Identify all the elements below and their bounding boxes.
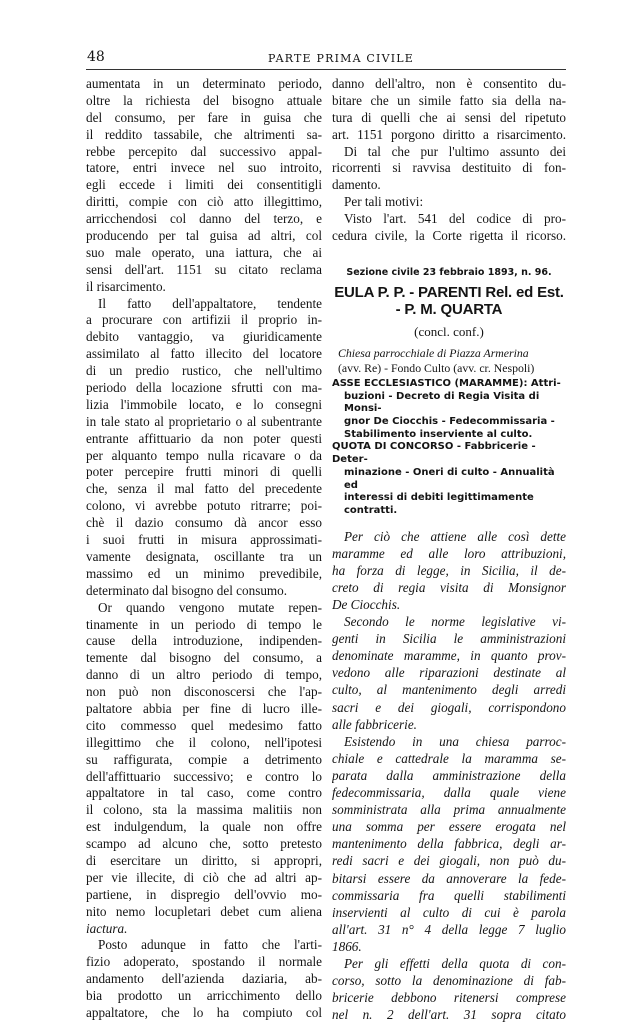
text-line: commissaria fra quelli stabilimenti <box>332 887 566 903</box>
text-line: fizio adoperato, spostando il normale <box>86 954 322 970</box>
text-line: appaltatore, che lo ha compiuto col <box>86 1004 322 1020</box>
text-line: redi sacri e dei giogali, non può du- <box>332 853 566 869</box>
text-line: poter percepire frutti minori di quelli <box>86 464 322 480</box>
running-title: PARTE PRIMA CIVILE <box>268 52 415 65</box>
text-line: tura di quelli che ai sensi del ripetuto <box>332 109 566 125</box>
page-number: 48 <box>87 49 105 65</box>
text-line: cedura civile, la Corte rigetta il ricorso. <box>332 228 566 244</box>
text-line: alle fabbricerie. <box>332 716 417 732</box>
text-line: assimilato al fatto illecito del locatore <box>86 346 322 362</box>
text-line: in tale stato al proprietario o al subentrante <box>86 413 322 429</box>
text-line: art. 1151 porgono diritto a risarcimento. <box>332 126 566 142</box>
text-line: est indulgendum, la quale non offre <box>86 819 322 835</box>
text-line: entrante affittuario da non poter questi <box>86 430 322 446</box>
text-line: Per ciò che attiene alle così dette <box>344 528 566 544</box>
text-line: cause della introduzione, indipenden- <box>86 633 322 649</box>
text-line: culto, al mantenimento degli arredi <box>332 682 566 698</box>
text-line: scampo ad alcuno che, sotto pretesto <box>86 836 322 852</box>
text-line: tinamente in un periodo di tempo le <box>86 616 322 632</box>
summary-line: gnor De Ciocchis - Fedecommissaria - <box>344 416 555 428</box>
litigants-counsel: (avv. Re) - Fondo Culto (avv. cr. Nespoli) <box>338 360 535 375</box>
text-line: nito nemo locupletari debet cum aliena <box>86 903 322 919</box>
text-line: De Ciocchis. <box>332 597 401 613</box>
text-line: per vie illecite, di ciò che ad altri ap- <box>86 869 322 885</box>
text-line: Or quando vengono mutate repen- <box>98 599 322 615</box>
text-line: all'art. 31 n° 4 della legge 7 luglio <box>332 921 566 937</box>
text-line: denominate maramme, in quanto prov- <box>332 648 566 664</box>
text-line: arricchendosi col danno del terzo, e <box>86 211 322 227</box>
header-rule <box>86 69 566 70</box>
text-line: lizia l'immobile locato, e lo consegni <box>86 396 322 412</box>
left-column <box>86 76 322 1022</box>
text-line: massimo ed un minimo prevedibile, <box>86 565 322 581</box>
text-line: oltre la richiesta del bisogno attuale <box>86 92 322 108</box>
text-line: una somma per essere erogata nel <box>332 819 566 835</box>
text-line: danno di un altro periodo di tempo, <box>86 667 322 683</box>
text-line: i suoi frutti in misura approssimati- <box>86 532 322 548</box>
text-line: genti in Sicilia le amministrazioni <box>332 631 566 647</box>
text-line: creto di regia visita di Monsignor <box>332 579 566 595</box>
text-line: del consumo, per fare in guisa che <box>86 109 322 125</box>
text-line: nel n. 2 dell'art. 31 sopra citato <box>332 1007 566 1023</box>
text-line: 1866. <box>332 938 362 954</box>
text-line: suo male operato, una iattura, che ai <box>86 244 322 260</box>
text-line: chè il dazio consumo dà ancor esso <box>86 515 322 531</box>
text-line: appaltatore in tal caso, come contro <box>86 785 322 801</box>
litigants-line: Chiesa parrocchiale di Piazza Armerina <box>338 345 529 360</box>
text-line: Per gli effetti della quota di con- <box>344 955 566 971</box>
text-line: aumentata in un determinato periodo, <box>86 76 322 91</box>
right-column-top <box>332 76 566 245</box>
text-line: ricorrenti si ravvisa destituito di fon- <box>332 160 566 176</box>
text-line: Secondo le norme legislative vi- <box>344 614 566 630</box>
parties-heading: EULA P. P. - PARENTI Rel. ed Est. - P. M. QUARTA <box>334 283 564 318</box>
headnote-text <box>332 528 566 1023</box>
text-line: bitarsi essere da annoverare la fede- <box>332 870 566 886</box>
text-line: damento. <box>332 177 381 193</box>
text-line: iactura. <box>86 920 128 936</box>
text-line: che, senza il mal fatto del precedente <box>86 481 322 497</box>
text-line: il reddito tassabile, che altrimenti sa- <box>86 126 322 142</box>
text-line: il colono, sta la massima malitiis non <box>86 802 322 818</box>
text-line: somministrata alla prima annualmente <box>332 802 566 818</box>
text-line: colono, vi avrebbe potuto ritrarre; poi- <box>86 498 322 514</box>
case-summary <box>332 378 566 518</box>
summary-line: QUOTA DI CONCORSO - Fabbricerie - Deter- <box>332 441 536 466</box>
text-line: egli eccede i limiti dei consentitigli <box>86 177 322 193</box>
text-line: Esistendo in una chiesa parroc- <box>344 733 566 749</box>
text-line: bia prodotto un arricchimento dello <box>86 988 322 1004</box>
text-line: Di tal che pur l'ultimo assunto dei <box>344 143 566 159</box>
text-line: per alquanto tempo nulla ricavare o da <box>86 447 322 463</box>
right-column <box>332 76 566 1023</box>
summary-line: buzioni - Decreto di Regia Visita di Monsi- <box>344 390 540 415</box>
text-line: Posto adunque in fatto che l'arti- <box>98 937 322 953</box>
text-line: di un predio rustico, che nell'ultimo <box>86 363 322 379</box>
conclusion-note: (concl. conf.) <box>414 323 484 339</box>
text-line: su raffigurata, compie a detrimento <box>86 751 322 767</box>
summary-line: Stabilimento inserviente al culto. <box>344 428 533 440</box>
text-line: bitare che un simile fatto sia della na- <box>332 92 566 108</box>
summary-line: minazione - Oneri di culto - Annualità ed <box>344 466 555 491</box>
text-line: il risarcimento. <box>86 278 166 294</box>
text-line: ha forza di legge, in Sicilia, il de- <box>332 562 566 578</box>
text-line: sensi dell'art. 1151 su citato reclama <box>86 261 322 277</box>
text-line: cito commesso quel medesimo fatto <box>86 717 322 733</box>
text-line: a procurare con artifizii il proprio in- <box>86 312 322 328</box>
text-line: determinato dal bisogno del consumo. <box>86 582 288 598</box>
summary-line: ASSE ECCLESIASTICO (MARAMME): Attri- <box>332 377 561 389</box>
text-line: di esercitare un diritto, si appropri, <box>86 852 322 868</box>
text-line: paltatore abbia per fine di lucro ille- <box>86 700 322 716</box>
text-line: fedecommissaria, dalla quale viene <box>332 785 566 801</box>
text-line: inservienti al culto di cui è parola <box>332 904 566 920</box>
text-line: illegittimo che il colono, nell'ipotesi <box>86 734 322 750</box>
text-line: parata dalla amministrazione della <box>332 767 566 783</box>
text-line: andamento dell'azienda daziaria, ab- <box>86 971 322 987</box>
text-line: maramme ed alle loro attribuzioni, <box>332 545 566 561</box>
text-line: chiale e cattedrale la maramma se- <box>332 750 566 766</box>
text-line: bricerie debbono ritenersi comprese <box>332 990 566 1006</box>
text-line: Per tali motivi: <box>344 194 424 210</box>
text-line: Visto l'art. 541 del codice di pro- <box>344 211 566 227</box>
text-line: rebbe percepito dal successivo appal- <box>86 143 322 159</box>
text-line: partiene, in dispregio dell'ovvio mo- <box>86 886 322 902</box>
session-heading: Sezione civile 23 febbraio 1893, n. 96. <box>346 266 552 278</box>
summary-line: interessi di debiti legittimamente contratti. <box>344 492 534 516</box>
text-line: debito vantaggio, va giuridicamente <box>86 329 322 345</box>
text-line: vedono alle riparazioni destinate al <box>332 665 566 681</box>
text-line: sacri e dei giogali, corrispondono <box>332 699 566 715</box>
text-line: vamente designata, oscillante tra un <box>86 548 322 564</box>
text-line: producendo per tal guisa ad altri, col <box>86 228 322 244</box>
text-line: diritti, compie con ciò atto illegittimo, <box>86 194 322 210</box>
text-line: tatore, entri invece nel suo introito, <box>86 160 322 176</box>
text-line: temente dal bisogno del consumo, a <box>86 650 322 666</box>
text-line: mantenimento della fabbrica, degli ar- <box>332 836 566 852</box>
text-line: corso, sotto la denominazione di fab- <box>332 973 566 989</box>
text-line: periodo della locazione sfrutti con ma- <box>86 380 322 396</box>
text-line: dell'affittuario successivo; e contro lo <box>86 768 322 784</box>
text-line: danno dell'altro, non è consentito du- <box>332 76 566 91</box>
text-line: non può non disconoscersi che l'ap- <box>86 684 322 700</box>
text-line: Il fatto dell'appaltatore, tendente <box>98 295 322 311</box>
